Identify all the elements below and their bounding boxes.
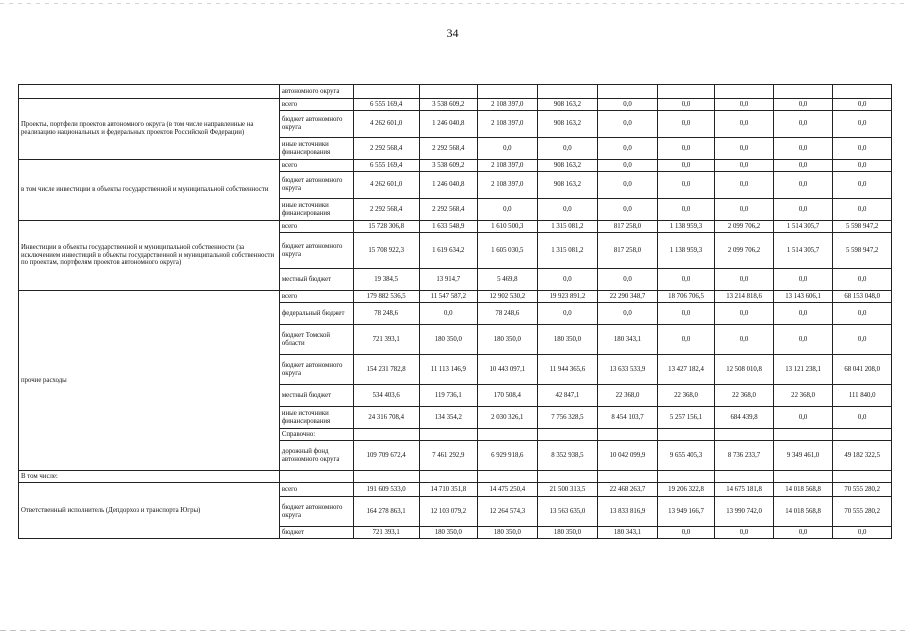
amount-cell: 8 352 938,5	[537, 441, 598, 471]
funding-source-cell: всего	[279, 160, 353, 172]
amount-cell: 10 443 097,1	[478, 355, 538, 385]
funding-source-cell: бюджет автономного округа	[279, 111, 353, 138]
amount-cell	[537, 85, 598, 99]
amount-cell	[598, 85, 658, 99]
amount-cell: 13 914,7	[419, 269, 478, 291]
amount-cell: 721 393,1	[353, 527, 419, 539]
amount-cell: 4 262 601,0	[353, 172, 419, 199]
amount-cell: 0,0	[715, 325, 774, 355]
amount-cell	[657, 85, 715, 99]
amount-cell: 111 840,0	[833, 385, 892, 407]
amount-cell: 0,0	[773, 407, 833, 429]
page-number: 34	[446, 26, 459, 40]
amount-cell: 14 018 568,8	[773, 497, 833, 527]
amount-cell: 8 736 233,7	[715, 441, 774, 471]
amount-cell: 0,0	[657, 138, 715, 160]
amount-cell: 817 258,0	[598, 233, 658, 269]
amount-cell: 191 609 533,0	[353, 483, 419, 497]
amount-cell: 0,0	[715, 199, 774, 221]
table-row	[19, 291, 892, 303]
amount-cell: 13 121 238,1	[773, 355, 833, 385]
amount-cell: 0,0	[657, 527, 715, 539]
amount-cell: 0,0	[598, 269, 658, 291]
amount-cell	[419, 429, 478, 441]
amount-cell: 13 143 606,1	[773, 291, 833, 303]
amount-cell: 1 138 959,3	[657, 221, 715, 233]
amount-cell: 2 108 397,0	[478, 160, 538, 172]
funding-source-cell: Справочно:	[279, 429, 353, 441]
funding-source-cell: иные источники финансирования	[279, 199, 353, 221]
amount-cell: 0,0	[657, 172, 715, 199]
program-name-cell: В том числе:	[19, 471, 280, 483]
amount-cell: 0,0	[715, 269, 774, 291]
amount-cell	[598, 471, 658, 483]
amount-cell: 0,0	[773, 172, 833, 199]
amount-cell: 0,0	[657, 325, 715, 355]
amount-cell: 0,0	[715, 527, 774, 539]
amount-cell: 8 454 103,7	[598, 407, 658, 429]
amount-cell: 18 706 706,5	[657, 291, 715, 303]
amount-cell: 19 384,5	[353, 269, 419, 291]
amount-cell: 0,0	[537, 199, 598, 221]
amount-cell: 1 619 634,2	[419, 233, 478, 269]
amount-cell: 78 248,6	[478, 303, 538, 325]
funding-source-cell: всего	[279, 221, 353, 233]
amount-cell: 1 315 081,2	[537, 221, 598, 233]
amount-cell: 180 350,0	[537, 325, 598, 355]
amount-cell: 11 113 146,9	[419, 355, 478, 385]
amount-cell: 0,0	[537, 303, 598, 325]
amount-cell: 180 350,0	[478, 527, 538, 539]
table-row	[19, 483, 892, 497]
amount-cell	[598, 429, 658, 441]
amount-cell	[478, 85, 538, 99]
amount-cell: 180 350,0	[419, 325, 478, 355]
amount-cell: 534 403,6	[353, 385, 419, 407]
amount-cell: 7 461 292,9	[419, 441, 478, 471]
amount-cell: 1 514 305,7	[773, 221, 833, 233]
amount-cell: 22 290 348,7	[598, 291, 658, 303]
funding-source-cell: дорожный фонд автономного округа	[279, 441, 353, 471]
amount-cell: 0,0	[657, 303, 715, 325]
amount-cell: 0,0	[833, 199, 892, 221]
amount-cell: 908 163,2	[537, 160, 598, 172]
amount-cell: 0,0	[419, 303, 478, 325]
amount-cell	[353, 429, 419, 441]
amount-cell: 5 598 947,2	[833, 221, 892, 233]
amount-cell: 0,0	[773, 138, 833, 160]
amount-cell: 0,0	[598, 160, 658, 172]
amount-cell: 180 343,1	[598, 527, 658, 539]
funding-source-cell: местный бюджет	[279, 385, 353, 407]
amount-cell: 0,0	[537, 269, 598, 291]
amount-cell: 2 292 568,4	[353, 138, 419, 160]
amount-cell: 0,0	[833, 138, 892, 160]
amount-cell: 0,0	[598, 199, 658, 221]
amount-cell	[419, 471, 478, 483]
amount-cell: 0,0	[715, 138, 774, 160]
amount-cell: 0,0	[715, 99, 774, 111]
amount-cell: 2 099 706,2	[715, 221, 774, 233]
amount-cell: 9 349 461,0	[773, 441, 833, 471]
amount-cell: 0,0	[598, 303, 658, 325]
amount-cell: 2 108 397,0	[478, 111, 538, 138]
amount-cell	[478, 429, 538, 441]
amount-cell: 0,0	[773, 269, 833, 291]
amount-cell: 0,0	[833, 160, 892, 172]
amount-cell: 10 042 099,9	[598, 441, 658, 471]
amount-cell: 4 262 601,0	[353, 111, 419, 138]
amount-cell: 0,0	[833, 407, 892, 429]
amount-cell: 14 018 568,8	[773, 483, 833, 497]
program-name-cell: Инвестиции в объекты государственной и муниципальной собственности (за исключением инвестиций в объекты государственной и муниципальной собственности по проектам, портфелям проектов автономного округа)	[19, 221, 280, 291]
amount-cell: 0,0	[715, 111, 774, 138]
amount-cell: 13 427 182,4	[657, 355, 715, 385]
funding-source-cell: иные источники финансирования	[279, 138, 353, 160]
amount-cell: 22 368,0	[657, 385, 715, 407]
amount-cell: 11 944 365,6	[537, 355, 598, 385]
amount-cell: 22 368,0	[598, 385, 658, 407]
amount-cell: 0,0	[773, 99, 833, 111]
amount-cell: 1 514 305,7	[773, 233, 833, 269]
amount-cell: 13 833 816,9	[598, 497, 658, 527]
amount-cell	[537, 429, 598, 441]
table-row	[19, 471, 892, 483]
amount-cell: 134 354,2	[419, 407, 478, 429]
amount-cell: 2 292 568,4	[353, 199, 419, 221]
table-row	[19, 160, 892, 172]
amount-cell: 180 350,0	[537, 527, 598, 539]
amount-cell: 0,0	[833, 99, 892, 111]
amount-cell: 7 756 328,5	[537, 407, 598, 429]
amount-cell: 0,0	[773, 160, 833, 172]
amount-cell: 0,0	[598, 138, 658, 160]
amount-cell: 170 508,4	[478, 385, 538, 407]
table-row	[19, 85, 892, 99]
amount-cell: 13 633 533,9	[598, 355, 658, 385]
budget-table	[18, 84, 892, 539]
amount-cell: 15 708 922,3	[353, 233, 419, 269]
amount-cell: 0,0	[598, 111, 658, 138]
amount-cell: 908 163,2	[537, 111, 598, 138]
amount-cell: 49 182 322,5	[833, 441, 892, 471]
amount-cell: 2 292 568,4	[419, 199, 478, 221]
scan-edge-top	[0, 3, 905, 4]
amount-cell: 0,0	[657, 199, 715, 221]
amount-cell: 0,0	[833, 303, 892, 325]
amount-cell	[715, 429, 774, 441]
amount-cell: 12 902 530,2	[478, 291, 538, 303]
amount-cell: 0,0	[598, 99, 658, 111]
amount-cell: 0,0	[833, 325, 892, 355]
amount-cell: 78 248,6	[353, 303, 419, 325]
amount-cell: 0,0	[773, 111, 833, 138]
amount-cell	[657, 471, 715, 483]
amount-cell: 6 555 169,4	[353, 160, 419, 172]
amount-cell	[657, 429, 715, 441]
amount-cell: 119 736,1	[419, 385, 478, 407]
amount-cell: 22 368,0	[773, 385, 833, 407]
amount-cell: 15 728 306,8	[353, 221, 419, 233]
amount-cell: 908 163,2	[537, 99, 598, 111]
scan-edge-bottom	[0, 630, 905, 631]
amount-cell	[773, 85, 833, 99]
funding-source-cell: всего	[279, 483, 353, 497]
program-name-cell: в том числе инвестиции в объекты государственной и муниципальной собственности	[19, 160, 280, 221]
amount-cell: 817 258,0	[598, 221, 658, 233]
amount-cell: 14 675 181,8	[715, 483, 774, 497]
amount-cell: 109 709 672,4	[353, 441, 419, 471]
amount-cell: 13 990 742,0	[715, 497, 774, 527]
amount-cell: 2 292 568,4	[419, 138, 478, 160]
amount-cell: 24 316 708,4	[353, 407, 419, 429]
amount-cell: 1 315 081,2	[537, 233, 598, 269]
amount-cell: 1 138 959,3	[657, 233, 715, 269]
amount-cell	[773, 471, 833, 483]
amount-cell: 1 246 040,8	[419, 111, 478, 138]
amount-cell: 0,0	[715, 160, 774, 172]
amount-cell: 3 538 609,2	[419, 160, 478, 172]
amount-cell: 13 563 635,0	[537, 497, 598, 527]
amount-cell: 684 439,8	[715, 407, 774, 429]
amount-cell: 70 555 280,2	[833, 497, 892, 527]
amount-cell: 164 278 863,1	[353, 497, 419, 527]
funding-source-cell: иные источники финансирования	[279, 407, 353, 429]
amount-cell: 11 547 587,2	[419, 291, 478, 303]
amount-cell: 21 500 313,5	[537, 483, 598, 497]
amount-cell: 180 343,1	[598, 325, 658, 355]
amount-cell: 12 508 010,8	[715, 355, 774, 385]
funding-source-cell: автономного округа	[279, 85, 353, 99]
amount-cell: 14 475 250,4	[478, 483, 538, 497]
amount-cell: 2 108 397,0	[478, 172, 538, 199]
amount-cell: 68 153 048,0	[833, 291, 892, 303]
amount-cell: 0,0	[773, 325, 833, 355]
amount-cell: 1 605 030,5	[478, 233, 538, 269]
amount-cell	[478, 471, 538, 483]
amount-cell: 9 655 405,3	[657, 441, 715, 471]
amount-cell: 12 103 079,2	[419, 497, 478, 527]
amount-cell: 42 847,1	[537, 385, 598, 407]
amount-cell	[419, 85, 478, 99]
amount-cell: 12 264 574,3	[478, 497, 538, 527]
amount-cell: 0,0	[478, 138, 538, 160]
funding-source-cell: всего	[279, 291, 353, 303]
amount-cell: 6 555 169,4	[353, 99, 419, 111]
funding-source-cell: всего	[279, 99, 353, 111]
amount-cell: 2 099 706,2	[715, 233, 774, 269]
program-name-cell: прочие расходы	[19, 291, 280, 471]
funding-source-cell	[279, 471, 353, 483]
amount-cell	[833, 429, 892, 441]
amount-cell	[833, 85, 892, 99]
amount-cell: 70 555 280,2	[833, 483, 892, 497]
amount-cell: 68 041 208,0	[833, 355, 892, 385]
amount-cell: 154 231 782,8	[353, 355, 419, 385]
funding-source-cell: бюджет автономного округа	[279, 172, 353, 199]
amount-cell: 179 882 536,5	[353, 291, 419, 303]
amount-cell: 2 030 326,1	[478, 407, 538, 429]
amount-cell: 0,0	[598, 172, 658, 199]
amount-cell: 0,0	[657, 269, 715, 291]
amount-cell: 1 246 040,8	[419, 172, 478, 199]
amount-cell: 0,0	[478, 199, 538, 221]
funding-source-cell: бюджет автономного округа	[279, 497, 353, 527]
amount-cell: 0,0	[657, 99, 715, 111]
amount-cell: 13 949 166,7	[657, 497, 715, 527]
table-row	[19, 221, 892, 233]
amount-cell: 0,0	[833, 269, 892, 291]
amount-cell: 2 108 397,0	[478, 99, 538, 111]
amount-cell: 0,0	[833, 527, 892, 539]
amount-cell: 3 538 609,2	[419, 99, 478, 111]
amount-cell: 22 468 263,7	[598, 483, 658, 497]
amount-cell: 22 368,0	[715, 385, 774, 407]
program-name-cell: Проекты, портфели проектов автономного округа (в том числе направленные на реализацию национальных и федеральных проектов Российской Федерации)	[19, 99, 280, 160]
amount-cell: 0,0	[773, 303, 833, 325]
amount-cell: 0,0	[657, 160, 715, 172]
amount-cell: 0,0	[657, 111, 715, 138]
amount-cell: 5 598 947,2	[833, 233, 892, 269]
amount-cell: 1 633 548,9	[419, 221, 478, 233]
funding-source-cell: федеральный бюджет	[279, 303, 353, 325]
amount-cell: 13 214 818,6	[715, 291, 774, 303]
amount-cell: 5 469,8	[478, 269, 538, 291]
amount-cell: 0,0	[773, 527, 833, 539]
amount-cell: 0,0	[537, 138, 598, 160]
amount-cell	[353, 471, 419, 483]
amount-cell	[833, 471, 892, 483]
amount-cell	[353, 85, 419, 99]
amount-cell: 0,0	[833, 111, 892, 138]
amount-cell: 5 257 156,1	[657, 407, 715, 429]
amount-cell: 1 610 500,3	[478, 221, 538, 233]
amount-cell	[715, 85, 774, 99]
program-name-cell	[19, 85, 280, 99]
amount-cell: 19 923 891,2	[537, 291, 598, 303]
funding-source-cell: бюджет	[279, 527, 353, 539]
amount-cell: 6 929 918,6	[478, 441, 538, 471]
table-row	[19, 99, 892, 111]
funding-source-cell: бюджет автономного округа	[279, 355, 353, 385]
amount-cell: 0,0	[773, 199, 833, 221]
amount-cell: 180 350,0	[419, 527, 478, 539]
amount-cell	[537, 471, 598, 483]
amount-cell: 721 393,1	[353, 325, 419, 355]
amount-cell: 0,0	[715, 172, 774, 199]
amount-cell	[715, 471, 774, 483]
amount-cell: 19 206 322,8	[657, 483, 715, 497]
amount-cell: 14 710 351,8	[419, 483, 478, 497]
amount-cell: 0,0	[833, 172, 892, 199]
amount-cell: 0,0	[715, 303, 774, 325]
funding-source-cell: местный бюджет	[279, 269, 353, 291]
amount-cell	[773, 429, 833, 441]
funding-source-cell: бюджет автономного округа	[279, 233, 353, 269]
amount-cell: 180 350,0	[478, 325, 538, 355]
program-name-cell: Ответственный исполнитель (Депдорхоз и транспорта Югры)	[19, 483, 280, 539]
funding-source-cell: бюджет Томской области	[279, 325, 353, 355]
amount-cell: 908 163,2	[537, 172, 598, 199]
